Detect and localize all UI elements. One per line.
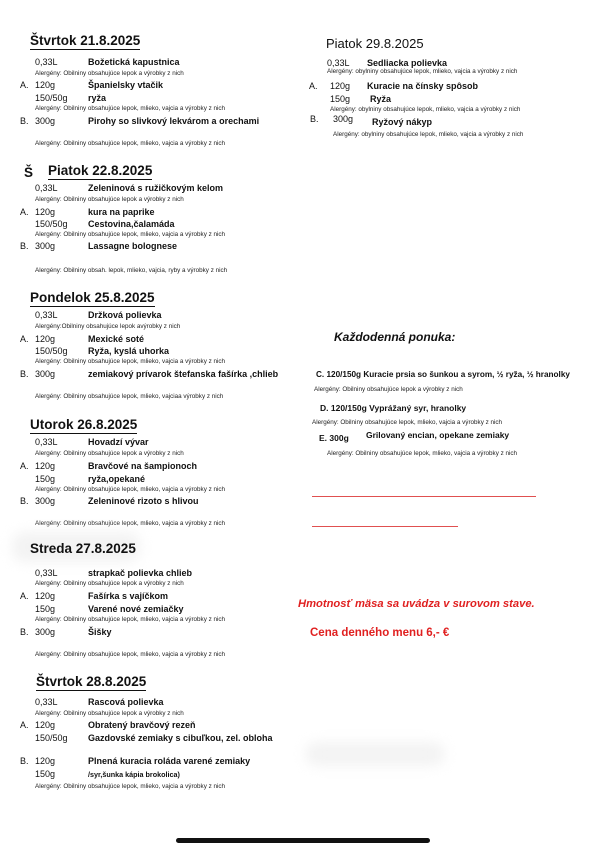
soup-name: Sedliacka polievka <box>367 58 448 68</box>
dish-name: Ryža, kyslá uhorka <box>88 346 170 356</box>
dish-qty: 150g <box>330 94 351 104</box>
allergens-text: Alergény: Obilniny obsahujúce lepok, mlieko, vajcia a výrobky z nich <box>35 358 226 365</box>
dish-qty: 120g <box>35 461 56 471</box>
dish-name: Plnená kuracia roláda varené zemiaky <box>88 756 251 766</box>
soup-qty: 0,33L <box>35 183 58 193</box>
allergens-text: Alergény: Obilniny obsahujúce lepok, mlieko, vajcia a výrobky z nich <box>35 616 226 623</box>
day-mark: Š <box>24 165 34 180</box>
dish-qty: 150/50g <box>35 219 68 229</box>
soup-name: Zeleninová s ružičkovým kelom <box>88 183 224 193</box>
option-letter: A. <box>309 81 318 91</box>
dish-name: zemiakový prívarok štefanska fašírka ,chlieb <box>88 369 279 379</box>
dish-qty: 300g <box>35 627 56 637</box>
daily-offer-title: Každodenná ponuka: <box>334 330 456 344</box>
soup-name: Držková polievka <box>88 310 162 320</box>
option-letter: A. <box>20 591 29 601</box>
allergens-text: Alergény: Obilniny obsahujúce lepok, mlieko, vajcia a výrobky z nich <box>35 651 226 658</box>
daily-offer-c: C. 120/150g Kuracie prsia so šunkou a syrom, ½ ryža, ½ hranolky <box>316 370 570 379</box>
red-divider <box>312 496 536 497</box>
dish-qty: 300g <box>333 114 354 124</box>
soup-name: strapkač polievka chlieb <box>88 568 193 578</box>
day-title-wed27: Streda 27.8.2025 <box>30 541 136 556</box>
soup-name: Božetická kapustnica <box>88 57 180 67</box>
allergens-text: Alergény: Obilniny obsahujúce lepok, mlieko, vajcia a výrobky z nich <box>35 105 226 112</box>
soup-name: Hovadzí vývar <box>88 437 149 447</box>
day-title-thu21: Štvrtok 21.8.2025 <box>30 33 141 48</box>
dish-name: Kuracie na čínsky spôsob <box>367 81 479 91</box>
daily-offer-e: Grilovaný encian, opekane zemiaky <box>366 430 510 440</box>
soup-qty: 0,33L <box>35 57 58 67</box>
dish-name: /syr,šunka kápia brokolica) <box>88 770 180 779</box>
day-title-tue26: Utorok 26.8.2025 <box>30 417 138 432</box>
allergens-text: Alergény: Obilniny obsahujúce lepok a výrobky z nich <box>35 710 184 717</box>
option-letter: A. <box>20 80 29 90</box>
dish-qty: 300g <box>35 369 56 379</box>
option-letter: B. <box>20 627 29 637</box>
dish-qty: 300g <box>35 496 56 506</box>
dish-name: Zeleninové rizoto s hlivou <box>88 496 199 506</box>
dish-qty: 150/50g <box>35 93 68 103</box>
soup-qty: 0,33L <box>35 697 58 707</box>
red-divider <box>312 526 458 527</box>
price-note: Cena denného menu 6,- € <box>310 627 450 639</box>
soup-qty: 0,33L <box>35 310 58 320</box>
day-title-mon25: Pondelok 25.8.2025 <box>30 290 155 305</box>
allergens-text: Alergény: obylniny obsahujúce lepok, mlieko, vajcia a výrobky z nich <box>327 68 518 75</box>
dish-qty: 150g <box>35 604 56 614</box>
dish-name: Španielsky vtačik <box>88 80 164 90</box>
allergens-text: Alergény: Obilniny obsahujúce lepok, mlieko, vajciaa výrobky z nich <box>35 393 224 400</box>
allergens-text: Alergény: Obilniny obsahujúce lepok, mlieko, vajcia a výrobky z nich <box>35 486 226 493</box>
dish-qty: 120g <box>35 720 56 730</box>
dish-name: ryža,opekané <box>88 474 146 484</box>
dish-qty: 150/50g <box>35 733 68 743</box>
option-letter: B. <box>20 496 29 506</box>
blurred-area <box>305 742 445 766</box>
allergens-text: Alergény: Obilniny obsahujúce lepok a výrobky z nich <box>35 70 184 77</box>
option-letter: A. <box>20 720 29 730</box>
dish-name: Lassagne bolognese <box>88 241 178 251</box>
option-letter: B. <box>20 756 29 766</box>
day-title-fri22: Piatok 22.8.2025 <box>48 163 153 178</box>
option-letter: B. <box>20 116 29 126</box>
dish-name: Bravčové na šampionoch <box>88 461 198 471</box>
dish-qty: 300g <box>35 116 56 126</box>
dish-name: Cestovina,čalamáda <box>88 219 175 229</box>
dish-name: Šišky <box>88 627 112 637</box>
option-letter: B. <box>20 241 29 251</box>
dish-qty: 120g <box>35 207 56 217</box>
dish-name: Mexické soté <box>88 334 145 344</box>
day-title-fri29: Piatok 29.8.2025 <box>326 36 424 51</box>
option-letter: A. <box>20 334 29 344</box>
soup-name: Rascová polievka <box>88 697 164 707</box>
soup-qty: 0,33L <box>327 58 350 68</box>
dish-name: kura na paprike <box>88 207 155 217</box>
allergens-text: Alergény: Obilniny obsahujúce lepok a výrobky z nich <box>35 196 184 203</box>
dish-qty: 120g <box>35 80 56 90</box>
allergens-text: Alergény: Obilniny obsahujúce lepok, mlieko, vajcia a výrobky z nich <box>327 450 518 457</box>
dish-qty: 120g <box>35 591 56 601</box>
daily-offer-e-qty: E. 300g <box>319 433 349 443</box>
allergens-text: Alergény: Obilniny obsahujúce lepok, mlieko, vajcia a výrobky z nich <box>312 419 503 426</box>
dish-qty: 120g <box>330 81 351 91</box>
allergens-text: Alergény: Obilniny obsahujúce lepok, mlieko, vajcia a výrobky z nich <box>35 140 226 147</box>
allergens-text: Alergény: Obilniny obsahujúce lepok a výrobky z nich <box>35 580 184 587</box>
dish-name: Varené nové zemiačky <box>88 604 184 614</box>
allergens-text: Alergény: Obilniny obsah. lepok, mlieko, vajcia, ryby a výrobky z nich <box>35 267 228 274</box>
option-letter: A. <box>20 207 29 217</box>
dish-name: Ryžový nákyp <box>372 117 433 127</box>
allergens-text: Alergény:Obilniny obsahujúce lepok avýrobky z nich <box>35 323 181 330</box>
allergens-text: Alergény: Obilniny obsahujúce lepok, mlieko, vajcia a výrobky z nich <box>35 231 226 238</box>
dish-name: ryža <box>88 93 107 103</box>
dish-name: Obratený bravčový rezeň <box>88 720 196 730</box>
daily-offer-d: D. 120/150g Vyprážaný syr, hranolky <box>320 403 467 413</box>
option-letter: A. <box>20 461 29 471</box>
allergens-text: Alergény: Obilniny obsahujúce lepok a výrobky z nich <box>35 450 184 457</box>
dish-qty: 300g <box>35 241 56 251</box>
allergens-text: Alergény: Obilniny obsahujúce lepok, mlieko, vajcia a výrobky z nich <box>35 520 226 527</box>
home-indicator[interactable] <box>176 838 430 843</box>
dish-name: Pirohy so slivkový lekvárom a orechami <box>88 116 260 126</box>
dish-qty: 150g <box>35 474 56 484</box>
allergens-text: Alergény: Obilniny obsahujúce lepok a výrobky z nich <box>314 386 463 393</box>
option-letter: B. <box>20 369 29 379</box>
allergens-text: Alergény: obylniny obsahujúce lepok, mlieko, vajcia a výrobky z nich <box>333 131 524 138</box>
dish-name: Gazdovské zemiaky s cibuľkou, zel. obloha <box>88 733 273 743</box>
allergens-text: Alergény: obylniny obsahujúce lepok, mlieko, vajcia a výrobky z nich <box>330 106 521 113</box>
dish-name: Ryža <box>370 94 392 104</box>
dish-qty: 120g <box>35 334 56 344</box>
dish-qty: 150g <box>35 769 56 779</box>
soup-qty: 0,33L <box>35 568 58 578</box>
dish-qty: 120g <box>35 756 56 766</box>
dish-qty: 150/50g <box>35 346 68 356</box>
allergens-text: Alergény: Obilniny obsahujúce lepok, mlieko, vajcia a výrobky z nich <box>35 783 226 790</box>
soup-qty: 0,33L <box>35 437 58 447</box>
day-title-thu28: Štvrtok 28.8.2025 <box>36 674 147 689</box>
dish-name: Fašírka s vajíčkom <box>88 591 169 601</box>
weight-note: Hmotnosť mäsa sa uvádza v surovom stave. <box>298 598 535 610</box>
option-letter: B. <box>310 114 319 124</box>
